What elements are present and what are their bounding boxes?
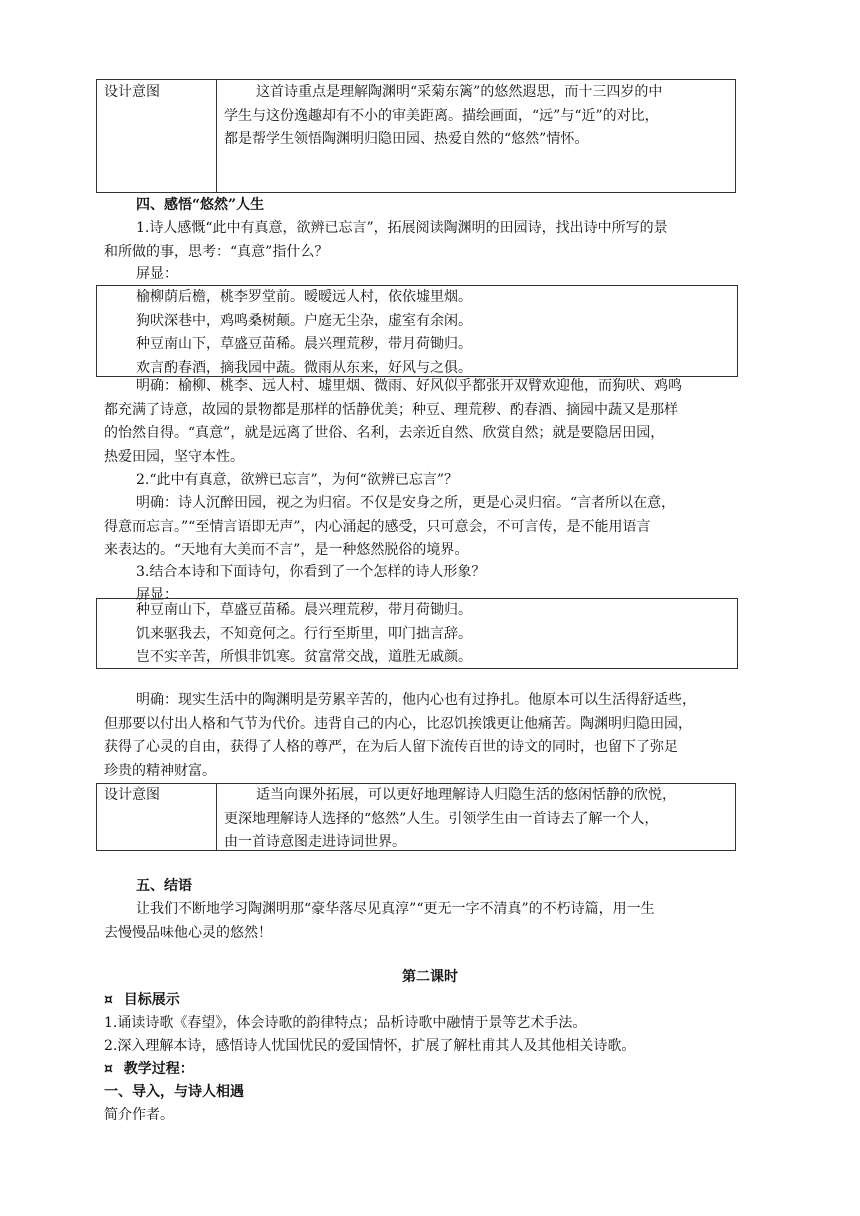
- square-bullet-icon: ¤: [104, 1061, 113, 1077]
- goal-item: 2.深入理解本诗，感悟诗人忧国忧民的爱国情怀，扩展了解杜甫其人及其他相关诗歌。: [104, 1038, 636, 1054]
- goal-heading: [104, 989, 180, 1011]
- design-intent-label: 设计意图: [104, 787, 160, 803]
- answer-line: 都充满了诗意，故园的景物都是那样的恬静优美；种豆、理荒秽、酌春酒、摘园中蔬又是那样: [104, 401, 678, 418]
- poem-line: 欢言酌春酒，摘我园中蔬。微雨从东来，好风与之俱。: [136, 359, 472, 376]
- poem-2: [136, 599, 472, 670]
- answer-1: [104, 375, 764, 469]
- conclusion-text: [104, 898, 764, 945]
- answer-line: 但那要以付出人格和气节为代价。违背自己的内心，比忍饥挨饿更让他痛苦。陶渊明归隐田园，: [104, 715, 692, 732]
- poem-line: 榆柳荫后檐，桃李罗堂前。暧暧远人村，依依墟里烟。: [136, 289, 472, 305]
- answer-2: [104, 492, 764, 563]
- answer-line: 明确：现实生活中的陶渊明是劳累辛苦的，他内心也有过挣扎。他原本可以生活得舒适些，: [136, 692, 696, 708]
- design-intent-line: 适当向课外拓展，可以更好地理解诗人归隐生活的悠闲恬静的欣悦，: [256, 787, 676, 803]
- design-intent-line: 都是帮学生领悟陶渊明归隐田园、热爱自然的“悠然”情怀。: [224, 131, 589, 147]
- design-intent-line: 学生与这份逸趣却有不小的审美距离。描绘画面，“远”与“近”的对比，: [224, 107, 659, 124]
- step-heading: 一、导入，与诗人相遇: [104, 1084, 244, 1100]
- design-intent-label: 设计意图: [104, 84, 160, 100]
- question-line: 和所做的事，思考：“真意”指什么？: [104, 243, 329, 260]
- step-text: 简介作者。: [104, 1107, 174, 1123]
- lesson-title: 第二课时: [402, 969, 458, 985]
- poem-line: 种豆南山下，草盛豆苗稀。晨兴理荒秽，带月荷锄归。: [136, 602, 472, 618]
- section-heading: 四、感悟“悠然”人生: [136, 197, 265, 213]
- design-intent-line: 更深地理解诗人选择的“悠然”人生。引领学生由一首诗去了解一个人，: [224, 810, 659, 827]
- poem-line: 种豆南山下，草盛豆苗稀。晨兴理荒秽，带月荷锄归。: [136, 336, 472, 352]
- poem-line: 饥来驱我去，不知竟何之。行行至斯里，叩门拙言辞。: [136, 625, 472, 642]
- answer-line: 珍贵的精神财富。: [104, 762, 216, 779]
- square-bullet-icon: ¤: [104, 992, 113, 1008]
- screen-label: 屏显：: [136, 266, 178, 282]
- table-divider: [216, 79, 217, 193]
- goal-item: 1.诵读诗歌《春望》，体会诗歌的韵律特点；品析诗歌中融情于景等艺术手法。: [104, 1015, 587, 1031]
- poem-1: [136, 286, 472, 380]
- poem-line: 狗吠深巷中，鸡鸣桑树颠。户庭无尘杂，虚室有余闲。: [136, 312, 472, 329]
- answer-3: [104, 689, 764, 783]
- conclusion-line: 去慢慢品味他心灵的悠然！: [104, 924, 272, 941]
- answer-line: 明确：榆柳、桃李、远人村、墟里烟、微雨、好风似乎都张开双臂欢迎他，而狗吠、鸡鸣: [136, 378, 682, 394]
- question-3: 3.结合本诗和下面诗句，你看到了一个怎样的诗人形象？: [136, 564, 486, 580]
- screen-label: 屏显：: [136, 587, 178, 603]
- conclusion-line: 让我们不断地学习陶渊明那“豪华落尽见真淳”“更无一字不清真”的不朽诗篇，用一生: [136, 901, 655, 917]
- goal-heading-text: 目标展示: [123, 992, 180, 1008]
- design-intent-text: [224, 784, 730, 855]
- process-heading: [104, 1058, 194, 1080]
- answer-line: 得意而忘言。”“至情言语即无声”，内心涌起的感受，只可意会，不可言传，是不能用语言: [104, 518, 651, 535]
- design-intent-line: 这首诗重点是理解陶渊明“采菊东篱”的悠然遐思，而十三四岁的中: [256, 84, 663, 100]
- question-2: 2.“此中有真意，欲辨已忘言”，为何“欲辨已忘言”？: [136, 472, 458, 488]
- table-divider: [216, 783, 217, 851]
- answer-line: 明确：诗人沉醉田园，视之为归宿。不仅是安身之所，更是心灵归宿。“言者所以在意，: [136, 495, 676, 511]
- question-line: 1.诗人感慨“此中有真意，欲辨已忘言”，拓展阅读陶渊明的田园诗，找出诗中所写的景: [136, 220, 668, 236]
- design-intent-text: [224, 81, 730, 152]
- answer-line: 热爱田园，坚守本性。: [104, 448, 244, 465]
- process-heading-text: 教学过程：: [123, 1061, 194, 1077]
- answer-line: 获得了心灵的自由，获得了人格的尊严，在为后人留下流传百世的诗文的同时，也留下了弥足: [104, 739, 678, 755]
- answer-line: 来表达的。“天地有大美而不言”，是一种悠然脱俗的境界。: [104, 542, 469, 558]
- section-heading: 五、结语: [136, 878, 192, 894]
- design-intent-line: 由一首诗意图走进诗词世界。: [224, 834, 406, 850]
- answer-line: 的怡然自得。“真意”，就是远离了世俗、名利，去亲近自然、欣赏自然；就是要隐居田园，: [104, 425, 665, 441]
- question-1: [104, 217, 764, 264]
- poem-line: 岂不实辛苦，所惧非饥寒。贫富常交战，道胜无戚颜。: [136, 649, 472, 665]
